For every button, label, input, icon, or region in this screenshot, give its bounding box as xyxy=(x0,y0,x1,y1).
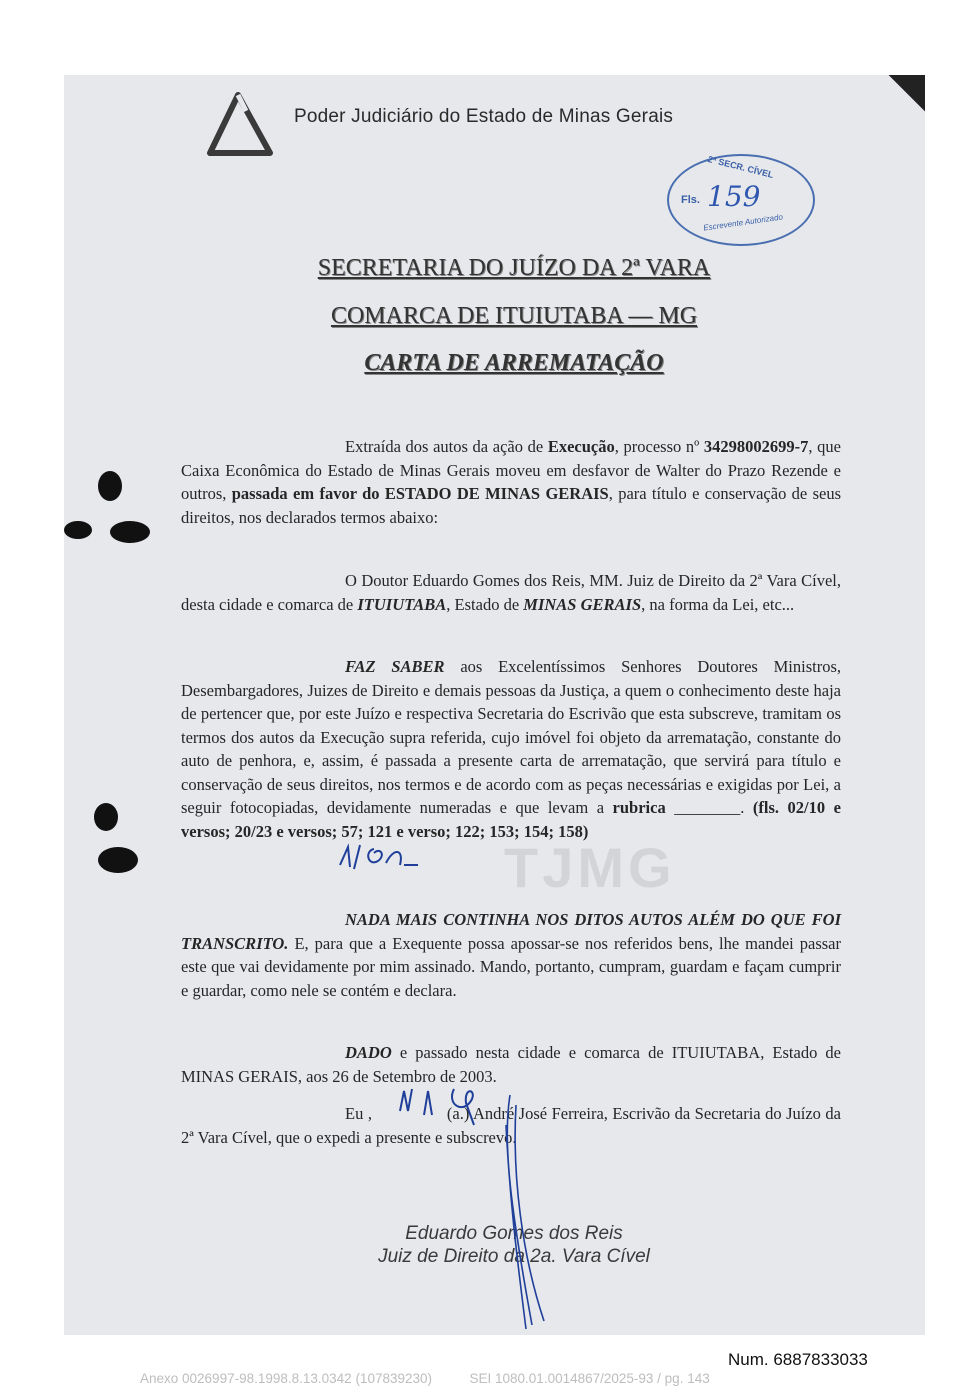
rubrica-icon xyxy=(334,837,424,877)
paragraph-dado: DADO e passado nesta cidade e comarca de ITUIUTABA, Estado de MINAS GERAIS, aos 26 de Setembro de 2003. xyxy=(181,1043,841,1086)
paragraph-faz-saber: FAZ SABER aos Excelentíssimos Senhores Doutores Ministros, Desembargadores, Juizes de Direito e demais pessoas da Justiça, a quem o conhecimento deste haja de pertencer que, por este Juízo e respectiva Secretaria do Escrivão que esta subscreve, tramitam os termos dos autos da Execução supra referida, cujo imóvel foi objeto da arrematação, constante do auto de penhora, e, assim, é passada a presente carta de arrematação, que servirá para título e conservação de seus direitos, nos termos e de acordo com as peças necessárias e exigidas por Lei, a seguir fotocopiadas, devidamente numeradas e que levam a rubrica ________. (fls. 02/10 e versos; 20/23 e versos; 57; 121 e verso; 122; 153; 154; 158) xyxy=(181,657,841,841)
stamp-top-text: 2ª SECR. CÍVEL xyxy=(706,154,775,180)
title-secretaria: SECRETARIA DO JUÍZO DA 2ª VARA xyxy=(317,255,711,281)
punch-hole-1 xyxy=(98,471,122,501)
signature-name: Eduardo Gomes dos Reis xyxy=(405,1223,623,1244)
triangle-logo-icon xyxy=(206,91,276,157)
title-carta: CARTA DE ARREMATAÇÃO xyxy=(364,350,664,376)
annex-reference: Anexo 0026997-98.1998.8.13.0342 (107839230) SEI 1080.01.0014867/2025-93 / pg. 143 xyxy=(140,1371,710,1386)
stamp-fls-label: Fls. xyxy=(681,194,700,206)
document-number: Num. 6887833033 xyxy=(728,1350,868,1369)
title-comarca: COMARCA DE ITUIUTABA — MG xyxy=(330,303,698,329)
punch-hole-3 xyxy=(110,521,150,543)
paragraph-doutor: O Doutor Eduardo Gomes dos Reis, MM. Juiz de Direito da 2ª Vara Cível, desta cidade e comarca de ITUIUTABA, Estado de MINAS GERAIS, na forma da Lei, etc... xyxy=(181,571,841,614)
punch-hole-5 xyxy=(98,847,138,873)
paragraph-nada-mais: NADA MAIS CONTINHA NOS DITOS AUTOS ALÉM DO QUE FOI TRANSCRITO. E, para que a Exequente possa apossar-se nos referidos bens, lhe mandei passar este que vai devidamente por mim assinado. Mando, portanto, cumpram, guardam e façam cumprir e guardar, como nele se contém e declara. xyxy=(181,910,841,1000)
punch-hole-2 xyxy=(64,521,92,539)
paragraph-extraida: Extraída dos autos da ação de Execução, processo nº 34298002699-7, que Caixa Econômica do Estado de Minas Gerais moveu em desfavor de Walter do Prazo Rezende e outros, passada em favor do ESTADO DE MINAS GERAIS, para título e conservação de seus direitos, nos declarados termos abaixo: xyxy=(181,437,842,527)
watermark-icon: TJMG xyxy=(504,836,676,899)
stamp-page-number: 159 xyxy=(707,180,761,213)
paragraph-escrivao: Eu , (a.) André José Ferreira, Escrivão da Secretaria do Juízo da 2ª Vara Cível, que o expedi a presente e subscrevo. xyxy=(181,1104,841,1147)
institution-header: Poder Judiciário do Estado de Minas Gerais xyxy=(294,106,674,127)
stamp-bottom-text: Escrevente Autorizado xyxy=(702,212,784,233)
page-number-stamp xyxy=(667,154,815,246)
signature-role: Juiz de Direito da 2a. Vara Cível xyxy=(378,1246,650,1267)
scanned-page xyxy=(64,75,925,1335)
punch-hole-4 xyxy=(94,803,118,831)
